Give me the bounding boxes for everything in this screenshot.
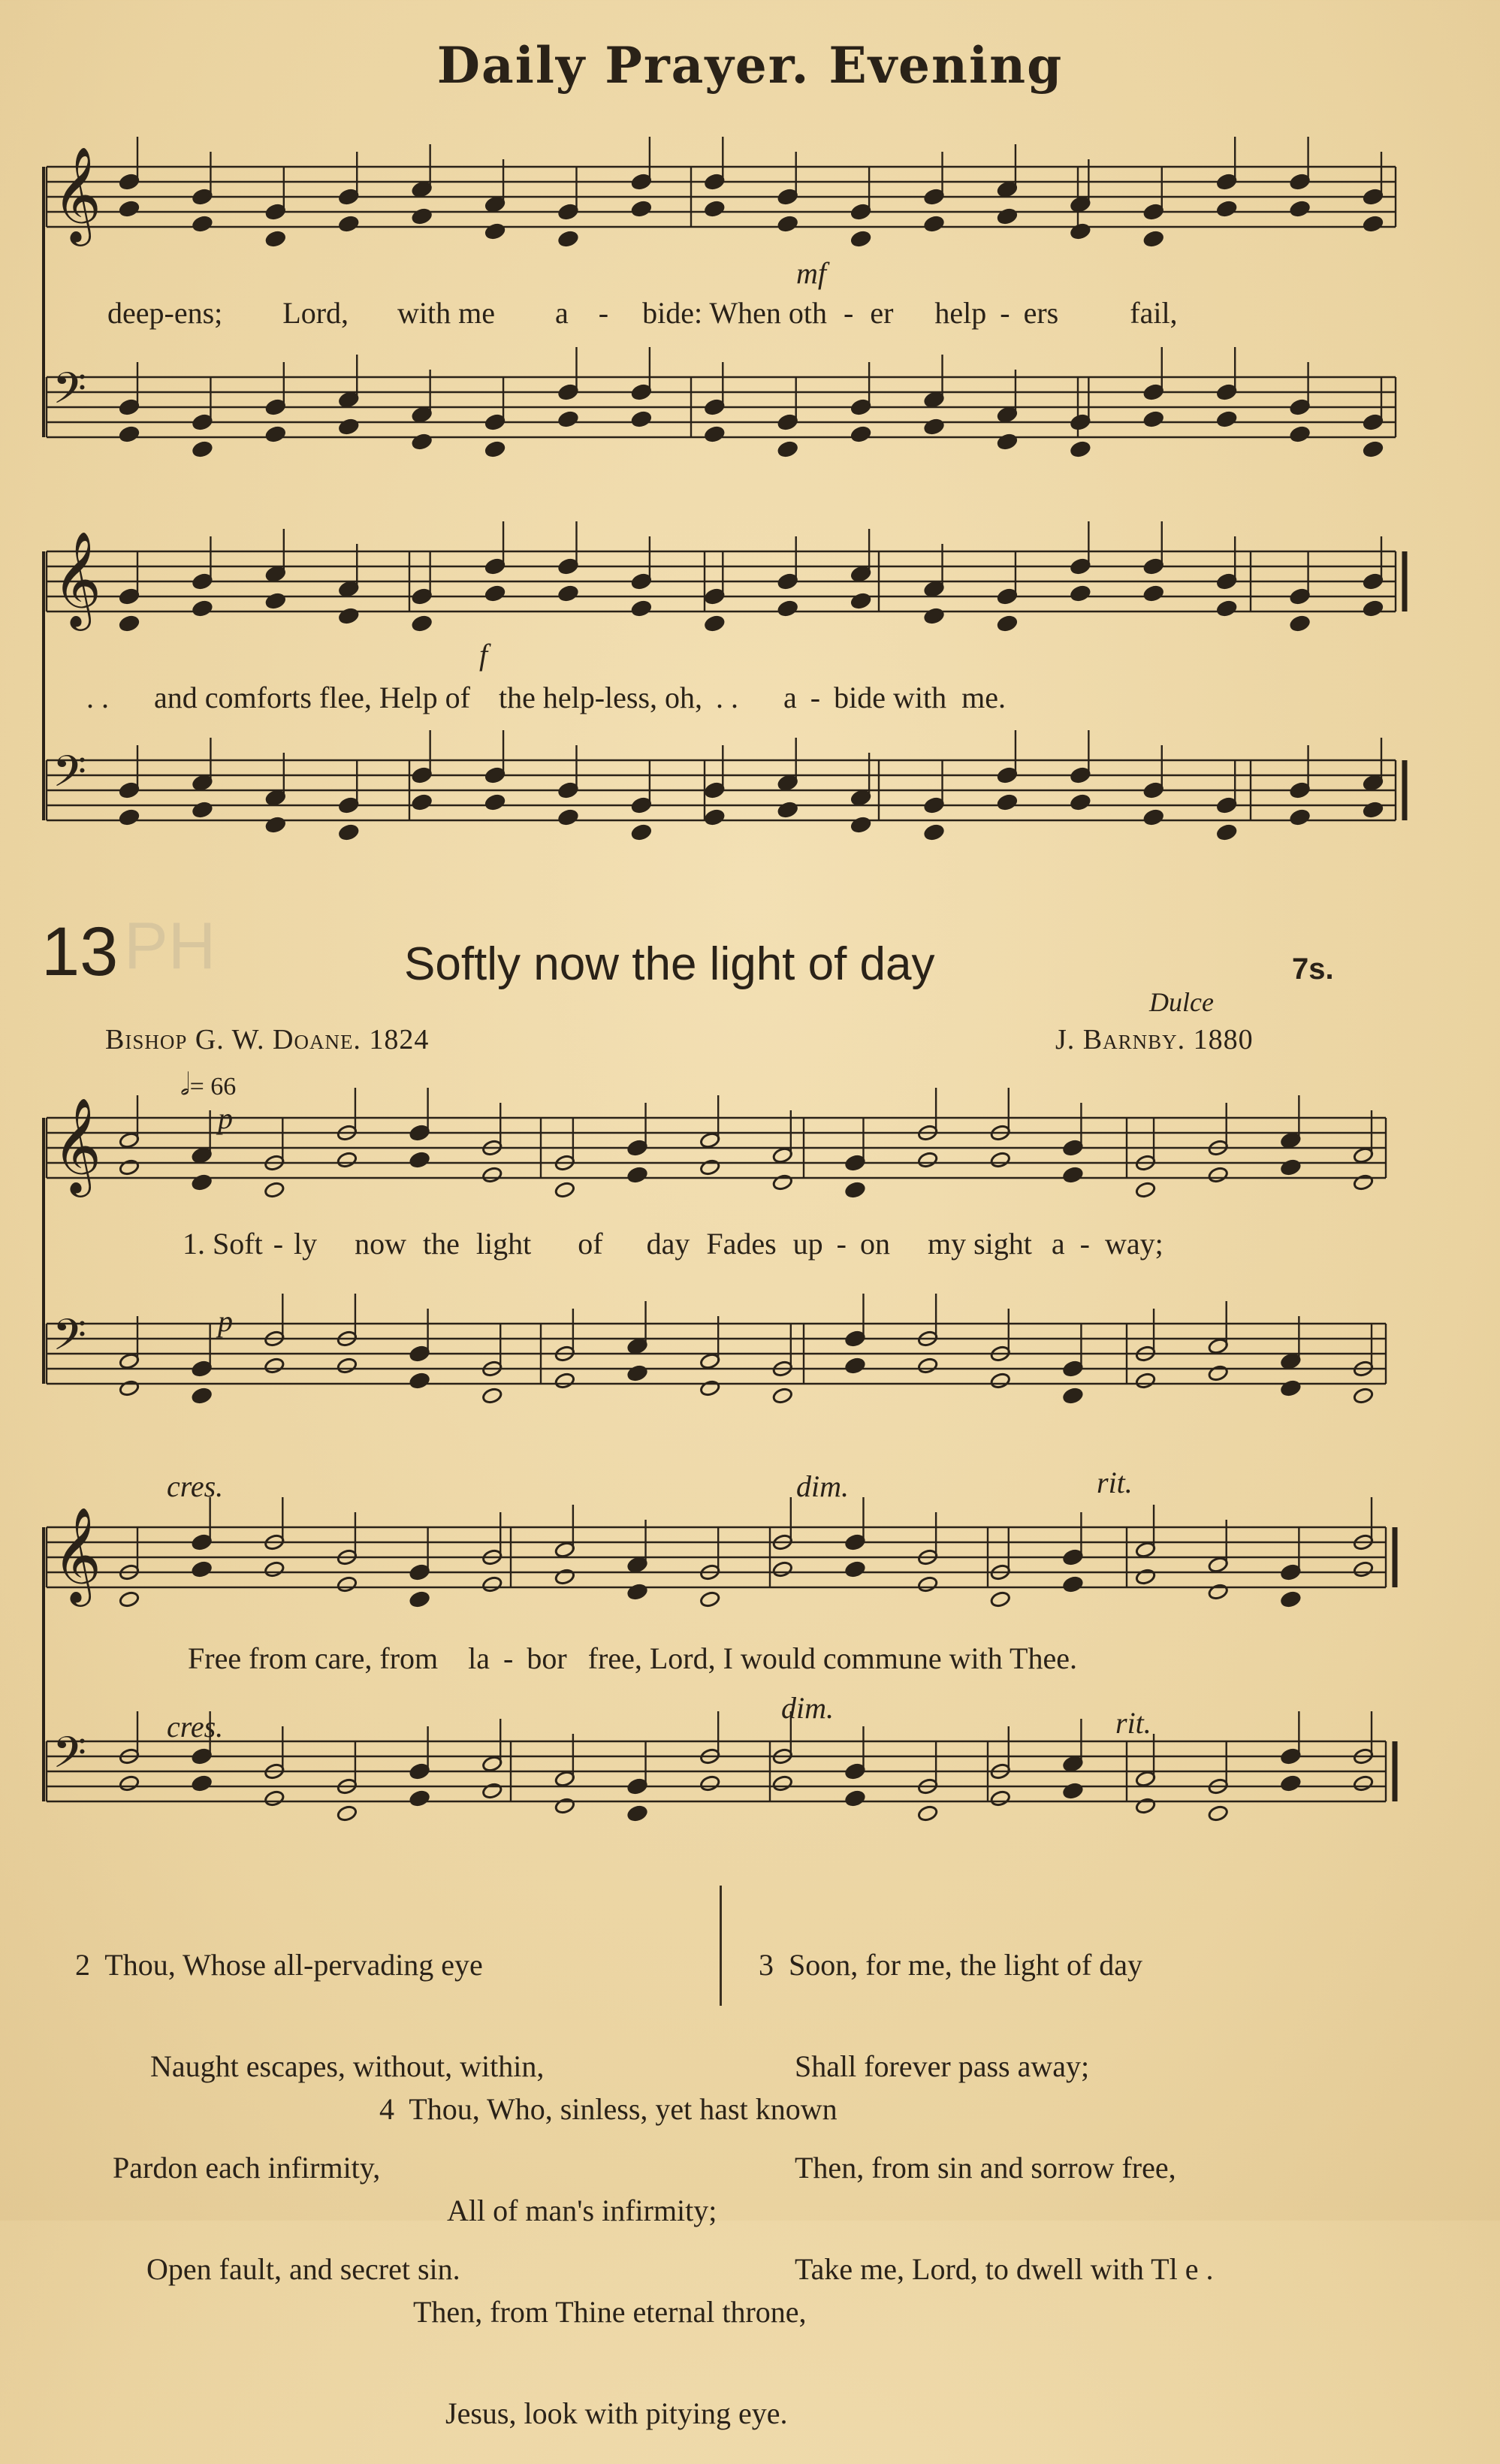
staff xyxy=(47,760,1405,820)
note-head xyxy=(119,614,140,632)
note-head xyxy=(1363,215,1384,232)
note-head xyxy=(481,1575,503,1593)
note-head xyxy=(850,425,871,442)
note-head xyxy=(844,1789,865,1807)
note-head xyxy=(1135,1372,1156,1389)
hymn-number: 13 xyxy=(41,913,119,990)
note-head xyxy=(1062,1575,1083,1593)
note-head xyxy=(1363,440,1384,457)
note-head xyxy=(627,1804,648,1822)
tempo-marking: 𝅗𝅥= 66 xyxy=(180,1067,237,1101)
note-head xyxy=(777,440,798,457)
note-head xyxy=(119,808,140,826)
note-head xyxy=(192,1387,213,1404)
note-head xyxy=(917,1151,938,1168)
note-head xyxy=(1070,793,1091,811)
bass-clef-icon: 𝄢 xyxy=(53,1309,87,1371)
note-head xyxy=(627,1364,648,1381)
dynamic-mf: mf xyxy=(796,256,826,290)
note-head xyxy=(338,823,359,841)
note-head xyxy=(409,1590,430,1608)
tune-marking: Dulce xyxy=(1149,987,1214,1017)
note-head xyxy=(1216,599,1237,617)
note-head xyxy=(997,614,1018,632)
note-head xyxy=(481,1166,503,1183)
note-head xyxy=(772,1560,793,1578)
note-head xyxy=(264,1181,285,1198)
treble-clef-icon: 𝄞 xyxy=(53,1097,102,1193)
treble-clef-icon: 𝄞 xyxy=(53,530,102,627)
note-head xyxy=(337,1151,358,1168)
note-head xyxy=(1363,801,1384,818)
note-head xyxy=(1070,222,1091,240)
note-head xyxy=(699,1774,720,1792)
staff xyxy=(47,551,1405,611)
note-head xyxy=(265,592,286,609)
note-head xyxy=(557,584,578,602)
note-head xyxy=(557,230,578,247)
bass-clef-icon: 𝄢 xyxy=(53,363,87,424)
note-head xyxy=(1280,1379,1301,1397)
verse-3: 3 Soon, for me, the light of day Shall forever pass away; Then, from sin and sorrow free, Take me, Lord, to dwell with Tl e . xyxy=(759,1948,1214,2286)
note-head xyxy=(119,1774,140,1792)
note-head xyxy=(997,207,1018,225)
note-head xyxy=(699,1379,720,1397)
note-head xyxy=(192,215,213,232)
note-head xyxy=(412,614,433,632)
note-head xyxy=(844,1181,865,1198)
lyrics-line-prev-2: . . and comforts flee, Help of the help-less, oh, . . a - bide with me. xyxy=(86,681,1006,714)
staff xyxy=(47,1324,1386,1384)
note-head xyxy=(119,1379,140,1397)
dynamic-cres-treble: cres. xyxy=(167,1469,224,1503)
note-head xyxy=(1290,425,1311,442)
note-head xyxy=(631,410,652,427)
note-head xyxy=(924,215,945,232)
hymn-meter: 7s. xyxy=(1292,953,1334,986)
note-head xyxy=(850,592,871,609)
note-head xyxy=(1216,823,1237,841)
note-head xyxy=(409,1789,430,1807)
note-head xyxy=(192,1774,213,1792)
note-head xyxy=(1208,1583,1229,1600)
note-head xyxy=(772,1774,793,1792)
note-head xyxy=(338,607,359,624)
note-head xyxy=(265,816,286,833)
note-head xyxy=(338,418,359,435)
note-head xyxy=(337,1357,358,1374)
note-head xyxy=(997,793,1018,811)
note-head xyxy=(119,1590,140,1608)
note-head xyxy=(481,1387,503,1404)
note-head xyxy=(772,1173,793,1191)
note-head xyxy=(412,207,433,225)
note-head xyxy=(1208,1364,1229,1381)
note-head xyxy=(554,1181,575,1198)
note-head xyxy=(1143,808,1164,826)
note-head xyxy=(1290,808,1311,826)
note-head xyxy=(704,425,725,442)
note-head xyxy=(1290,614,1311,632)
note-head xyxy=(924,823,945,841)
note-head xyxy=(557,808,578,826)
note-head xyxy=(192,1173,213,1191)
note-head xyxy=(484,440,506,457)
note-head xyxy=(1143,584,1164,602)
staff xyxy=(47,1741,1395,1801)
note-head xyxy=(1135,1568,1156,1585)
note-head xyxy=(1280,1590,1301,1608)
note-head xyxy=(1143,410,1164,427)
note-head xyxy=(1280,1158,1301,1176)
note-head xyxy=(1135,1797,1156,1814)
note-head xyxy=(699,1590,720,1608)
dynamic-p-bass: p xyxy=(218,1304,233,1338)
dynamic-dim-treble: dim. xyxy=(796,1469,849,1503)
note-head xyxy=(192,599,213,617)
lyrics-line-prev-1: deep-ens; Lord, with me a - bide: When oth - er help - ers fail, xyxy=(107,296,1178,330)
note-head xyxy=(409,1372,430,1389)
note-head xyxy=(557,410,578,427)
note-head xyxy=(1062,1166,1083,1183)
verse-divider xyxy=(720,1886,722,2006)
note-head xyxy=(337,1575,358,1593)
note-head xyxy=(844,1357,865,1374)
note-head xyxy=(1070,584,1091,602)
note-head xyxy=(1353,1774,1374,1792)
note-head xyxy=(990,1372,1011,1389)
dynamic-dim-bass: dim. xyxy=(781,1691,834,1725)
note-head xyxy=(1216,410,1237,427)
note-head xyxy=(554,1568,575,1585)
lyrics-line-13-2: Free from care, from la - bor free, Lord, I would commune with Thee. xyxy=(188,1641,1077,1675)
note-head xyxy=(844,1560,865,1578)
note-head xyxy=(338,215,359,232)
note-head xyxy=(631,200,652,217)
note-head xyxy=(119,425,140,442)
note-head xyxy=(337,1804,358,1822)
note-head xyxy=(990,1590,1011,1608)
lyrics-line-13-1: 1. Soft - ly now the light of day Fades up - on my sight a - way; xyxy=(183,1227,1163,1261)
note-head xyxy=(1290,200,1311,217)
note-head xyxy=(265,425,286,442)
note-head xyxy=(631,599,652,617)
note-head xyxy=(990,1151,1011,1168)
note-head xyxy=(1353,1173,1374,1191)
note-head xyxy=(1208,1166,1229,1183)
note-head xyxy=(554,1372,575,1389)
note-head xyxy=(412,793,433,811)
bass-clef-icon: 𝄢 xyxy=(53,1727,87,1789)
note-head xyxy=(1062,1387,1083,1404)
note-head xyxy=(119,1158,140,1176)
note-head xyxy=(1070,440,1091,457)
note-head xyxy=(699,1158,720,1176)
note-head xyxy=(1353,1387,1374,1404)
note-head xyxy=(990,1789,1011,1807)
note-head xyxy=(192,440,213,457)
note-head xyxy=(997,433,1018,450)
note-head xyxy=(119,200,140,217)
note-head xyxy=(850,230,871,247)
note-head xyxy=(484,584,506,602)
hymn-title: Softly now the light of day xyxy=(404,938,935,990)
note-head xyxy=(704,200,725,217)
bass-clef-icon: 𝄢 xyxy=(53,746,87,808)
note-head xyxy=(264,1789,285,1807)
note-head xyxy=(484,793,506,811)
note-head xyxy=(192,1560,213,1578)
note-head xyxy=(627,1166,648,1183)
note-head xyxy=(631,823,652,841)
note-head xyxy=(409,1151,430,1168)
note-head xyxy=(777,599,798,617)
hymn-author: Bishop G. W. Doane. 1824 xyxy=(105,1024,430,1055)
note-head xyxy=(772,1387,793,1404)
note-head xyxy=(1216,200,1237,217)
note-head xyxy=(924,418,945,435)
staff xyxy=(47,1527,1395,1587)
note-head xyxy=(264,1560,285,1578)
note-head xyxy=(1208,1804,1229,1822)
dynamic-cres-bass: cres. xyxy=(167,1710,224,1744)
note-head xyxy=(1143,230,1164,247)
note-head xyxy=(1353,1560,1374,1578)
note-head xyxy=(917,1804,938,1822)
note-head xyxy=(924,607,945,624)
treble-clef-icon: 𝄞 xyxy=(53,146,102,242)
staff xyxy=(47,1118,1386,1178)
note-head xyxy=(627,1583,648,1600)
note-head xyxy=(412,433,433,450)
note-head xyxy=(777,215,798,232)
pencil-mark: PH xyxy=(124,908,216,983)
note-head xyxy=(484,222,506,240)
note-head xyxy=(481,1782,503,1799)
note-head xyxy=(1280,1774,1301,1792)
note-head xyxy=(917,1357,938,1374)
note-head xyxy=(264,1357,285,1374)
dynamic-rit-treble: rit. xyxy=(1097,1466,1133,1499)
treble-clef-icon: 𝄞 xyxy=(53,1506,102,1602)
note-head xyxy=(1135,1181,1156,1198)
note-head xyxy=(554,1797,575,1814)
verse-4: 4 Thou, Who, sinless, yet hast known All of man's infirmity; Then, from Thine eternal throne, Jesus, look with pitying eye. xyxy=(379,2092,838,2430)
verse-2: 2 Thou, Whose all-pervading eye Naught escapes, without, within, Pardon each infirmity, Open fault, and secret sin. xyxy=(75,1948,545,2286)
note-head xyxy=(265,230,286,247)
note-head xyxy=(192,801,213,818)
dynamic-f: f xyxy=(479,638,488,672)
dynamic-p-treble: p xyxy=(218,1101,233,1135)
note-head xyxy=(1363,599,1384,617)
note-head xyxy=(1062,1782,1083,1799)
note-head xyxy=(704,808,725,826)
hymn-composer: J. Barnby. 1880 xyxy=(1055,1024,1254,1055)
dynamic-rit-bass: rit. xyxy=(1115,1706,1151,1740)
page-title: Daily Prayer. Evening xyxy=(436,36,1064,95)
note-head xyxy=(777,801,798,818)
note-head xyxy=(850,816,871,833)
note-head xyxy=(704,614,725,632)
note-head xyxy=(917,1575,938,1593)
